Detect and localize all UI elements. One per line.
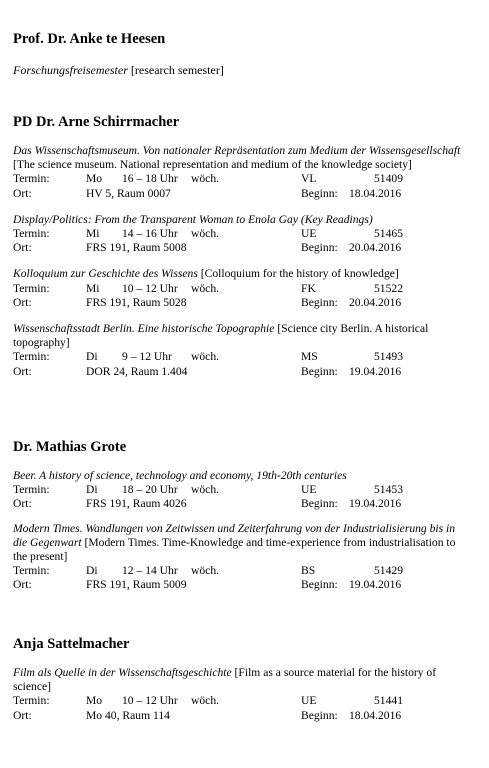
course-number: 51441 <box>374 694 403 708</box>
course-type: BS <box>301 564 316 578</box>
course-title-en: [Science city Berlin. A historical topography] <box>13 321 429 350</box>
course-number: 51429 <box>374 564 403 578</box>
termin-label: Termin: <box>13 483 50 497</box>
course-location-row <box>13 497 465 511</box>
course-title <box>13 322 465 350</box>
course-time: 16 – 18 Uhr <box>122 172 178 186</box>
course-number: 51493 <box>374 350 403 364</box>
course-location-row <box>13 296 465 310</box>
lecturer-section <box>13 635 465 723</box>
course-frequency: wöch. <box>191 172 220 186</box>
course-entry <box>13 213 465 256</box>
course-frequency: wöch. <box>191 564 220 578</box>
course-type: UE <box>301 483 317 497</box>
course-day: Mo <box>86 172 103 186</box>
course-entry <box>13 144 465 201</box>
course-room: FRS 191, Raum 5008 <box>86 241 187 255</box>
semester-note <box>13 63 465 78</box>
course-entry <box>13 469 465 512</box>
course-frequency: wöch. <box>191 483 220 497</box>
lecturer-name: Dr. Mathias Grote <box>13 439 127 455</box>
course-day: Di <box>86 483 98 497</box>
course-start-date: 19.04.2016 <box>349 578 402 592</box>
course-number: 51409 <box>374 172 403 186</box>
course-location-row <box>13 709 465 723</box>
course-start-date: 20.04.2016 <box>349 295 402 309</box>
course-room: Mo 40, Raum 114 <box>86 708 170 722</box>
course-schedule-row <box>13 694 465 708</box>
course-location-row <box>13 187 465 201</box>
course-location-row <box>13 241 465 255</box>
ort-label: Ort: <box>13 241 32 255</box>
beginn-label: Beginn: <box>301 578 338 592</box>
course-time: 10 – 12 Uhr <box>122 694 178 708</box>
course-entry <box>13 267 465 310</box>
course-schedule-row <box>13 282 465 296</box>
course-room: FRS 191, Raum 5028 <box>86 295 187 309</box>
lecturer-name: Anja Sattelmacher <box>13 636 130 652</box>
termin-label: Termin: <box>13 226 50 240</box>
course-title <box>13 666 465 694</box>
lecturer-name: PD Dr. Arne Schirrmacher <box>13 114 180 130</box>
beginn-label: Beginn: <box>301 708 338 722</box>
course-location-row <box>13 578 465 592</box>
course-title-de: Film als Quelle in der Wissenschaftsgeschichte <box>13 666 232 679</box>
course-start-date: 20.04.2016 <box>349 241 402 255</box>
course-frequency: wöch. <box>191 281 220 295</box>
course-time: 9 – 12 Uhr <box>122 350 172 364</box>
course-day: Di <box>86 350 98 364</box>
course-schedule-row <box>13 172 465 186</box>
course-type: UE <box>301 694 317 708</box>
course-title-en: [The science museum. National representation and medium of the knowledge society] <box>13 158 412 172</box>
ort-label: Ort: <box>13 186 32 200</box>
lecturer-section <box>13 438 465 593</box>
course-number: 51465 <box>374 226 403 240</box>
ort-label: Ort: <box>13 708 32 722</box>
ort-label: Ort: <box>13 364 32 378</box>
course-entry <box>13 666 465 723</box>
course-day: Mo <box>86 694 103 708</box>
ort-label: Ort: <box>13 497 32 511</box>
course-title <box>13 144 465 172</box>
termin-label: Termin: <box>13 564 50 578</box>
course-title <box>13 522 465 565</box>
course-number: 51522 <box>374 281 403 295</box>
course-room: FRS 191, Raum 4026 <box>86 497 187 511</box>
course-start-date: 18.04.2016 <box>349 708 402 722</box>
beginn-label: Beginn: <box>301 295 338 309</box>
semester-note-de: Forschungsfreisemester <box>13 63 128 77</box>
ort-label: Ort: <box>13 295 32 309</box>
course-frequency: wöch. <box>191 226 220 240</box>
termin-label: Termin: <box>13 172 50 186</box>
course-day: Mi <box>86 226 100 240</box>
course-entry <box>13 322 465 379</box>
beginn-label: Beginn: <box>301 241 338 255</box>
course-time: 12 – 14 Uhr <box>122 564 178 578</box>
ort-label: Ort: <box>13 578 32 592</box>
course-schedule-row <box>13 564 465 578</box>
course-day: Di <box>86 564 98 578</box>
lecturer-name: Prof. Dr. Anke te Heesen <box>13 31 166 47</box>
beginn-label: Beginn: <box>301 497 338 511</box>
course-room: HV 5, Raum 0007 <box>86 186 171 200</box>
course-start-date: 19.04.2016 <box>349 497 402 511</box>
course-day: Mi <box>86 281 100 295</box>
course-frequency: wöch. <box>191 694 220 708</box>
course-title-de: Beer. A history of science, technology and economy, 19th-20th centuries <box>13 469 347 482</box>
lecturer-section <box>13 113 465 379</box>
course-title <box>13 267 465 281</box>
course-type: FK <box>301 281 316 295</box>
beginn-label: Beginn: <box>301 364 338 378</box>
course-room: FRS 191, Raum 5009 <box>86 578 187 592</box>
termin-label: Termin: <box>13 350 50 364</box>
course-title-de: Modern Times. Wandlungen von Zeitwissen und Zeiterfahrung von der Industrialisierung bis in die Gegenwart <box>13 521 456 549</box>
course-title-en: [Modern Times. Time-Knowledge and time-experience from industrialisation to the present] <box>13 535 456 563</box>
course-number: 51453 <box>374 483 403 497</box>
course-type: VL <box>301 172 317 186</box>
course-schedule-row <box>13 227 465 241</box>
course-title-de: Kolloquium zur Geschichte des Wissens <box>13 267 198 281</box>
course-room: DOR 24, Raum 1.404 <box>86 364 188 378</box>
course-time: 10 – 12 Uhr <box>122 281 178 295</box>
course-start-date: 18.04.2016 <box>349 186 402 200</box>
course-schedule-row <box>13 483 465 497</box>
course-title-en: [Film as a source material for the history of science] <box>13 666 437 694</box>
course-title <box>13 469 465 483</box>
course-type: MS <box>301 350 318 364</box>
course-entry <box>13 522 465 593</box>
lecturer-section <box>13 30 465 78</box>
course-location-row <box>13 365 465 379</box>
course-title <box>13 213 465 227</box>
course-time: 14 – 16 Uhr <box>122 226 178 240</box>
course-time: 18 – 20 Uhr <box>122 483 178 497</box>
beginn-label: Beginn: <box>301 186 338 200</box>
termin-label: Termin: <box>13 281 50 295</box>
course-title-de: Das Wissenschaftsmuseum. Von nationaler Repräsentation zum Medium der Wissensgesellschaft <box>13 144 461 157</box>
termin-label: Termin: <box>13 694 50 708</box>
course-start-date: 19.04.2016 <box>349 364 402 378</box>
course-title-de: Wissenschaftsstadt Berlin. Eine historische Topographie <box>13 321 275 335</box>
course-type: UE <box>301 226 317 240</box>
course-title-de: Display/Politics: From the Transparent Woman to Enola Gay (Key Readings) <box>13 212 373 226</box>
course-schedule-row <box>13 350 465 364</box>
semester-note-en: [research semester] <box>130 63 224 77</box>
course-frequency: wöch. <box>191 350 220 364</box>
course-title-en: [Colloquium for the history of knowledge] <box>200 267 399 281</box>
